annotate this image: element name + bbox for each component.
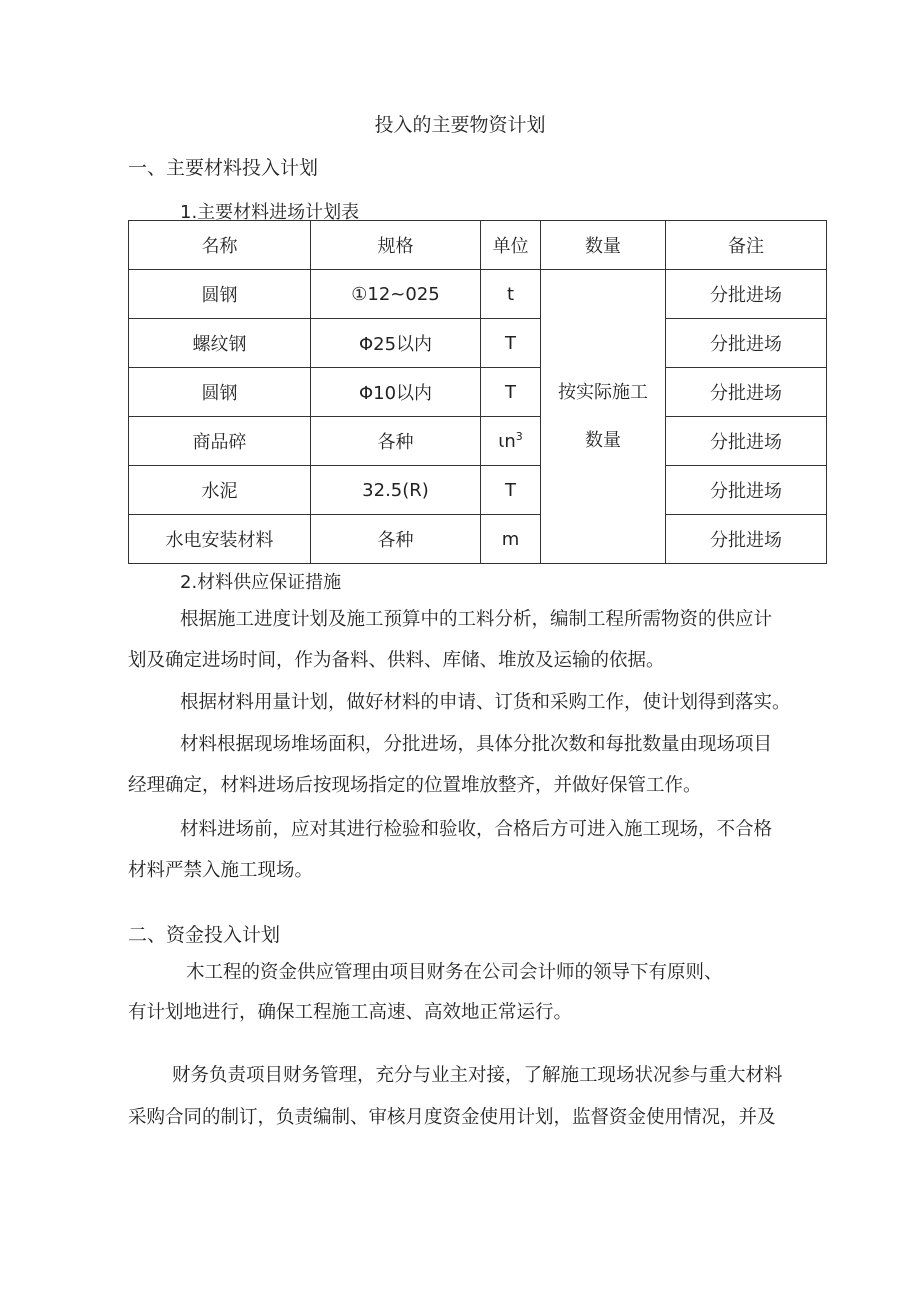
cell-spec: 各种 xyxy=(311,417,481,466)
paragraph-line: 采购合同的制订，负责编制、审核月度资金使用计划，监督资金使用情况，并及 xyxy=(128,1107,776,1128)
table-row xyxy=(129,368,827,417)
paragraph-line: 材料进场前，应对其进行检验和验收，合格后方可进入施工现场，不合格 xyxy=(180,819,773,840)
materials-plan-table xyxy=(128,220,827,564)
unit-text: ιn xyxy=(498,431,516,452)
paragraph-line: 有计划地进行，确保工程施工高速、高效地正常运行。 xyxy=(128,1002,573,1023)
cell-spec: ①12~025 xyxy=(311,270,481,319)
table-row xyxy=(129,515,827,564)
cell-name: 圆钢 xyxy=(129,368,311,417)
cell-name: 水电安装材料 xyxy=(129,515,311,564)
table-row xyxy=(129,270,827,319)
quantity-line-1: 按实际施工 xyxy=(558,381,648,403)
cell-unit: t xyxy=(481,270,541,319)
header-name: 名称 xyxy=(129,221,311,270)
document-title: 投入的主要物资计划 xyxy=(374,114,546,136)
cell-note: 分批进场 xyxy=(666,417,827,466)
section-1-heading: 一、主要材料投入计划 xyxy=(128,157,319,179)
cell-spec: Φ25以内 xyxy=(311,319,481,368)
cell-name: 圆钢 xyxy=(129,270,311,319)
paragraph-line: 财务负责项目财务管理，充分与业主对接，了解施工现场状况参与重大材料 xyxy=(172,1065,783,1086)
cell-note: 分批进场 xyxy=(666,270,827,319)
table-row xyxy=(129,319,827,368)
paragraph-line: 材料根据现场堆场面积，分批进场，具体分批次数和每批数量由现场项目 xyxy=(180,734,773,755)
table-row xyxy=(129,466,827,515)
cell-unit: T xyxy=(481,368,541,417)
cell-note: 分批进场 xyxy=(666,466,827,515)
paragraph-line: 木工程的资金供应管理由项目财务在公司会计师的领导下有原则、 xyxy=(186,962,723,983)
cell-unit: T xyxy=(481,319,541,368)
cell-note: 分批进场 xyxy=(666,319,827,368)
cell-quantity-merged xyxy=(541,270,666,564)
table-row xyxy=(129,417,827,466)
cell-spec: 各种 xyxy=(311,515,481,564)
measures-subheading: 2.材料供应保证措施 xyxy=(180,572,342,593)
unit-superscript: 3 xyxy=(515,430,523,443)
cell-unit xyxy=(481,417,541,466)
header-note: 备注 xyxy=(666,221,827,270)
cell-name: 螺纹钢 xyxy=(129,319,311,368)
cell-name: 水泥 xyxy=(129,466,311,515)
header-spec: 规格 xyxy=(311,221,481,270)
table-header-row xyxy=(129,221,827,270)
paragraph-line: 材料严禁入施工现场。 xyxy=(128,860,314,881)
cell-spec: 32.5(R) xyxy=(311,466,481,515)
cell-name: 商品碎 xyxy=(129,417,311,466)
paragraph-line: 根据施工进度计划及施工预算中的工料分析，编制工程所需物资的供应计 xyxy=(180,609,773,630)
cell-unit: T xyxy=(481,466,541,515)
cell-spec: Φ10以内 xyxy=(311,368,481,417)
table-caption: 1.主要材料进场计划表 xyxy=(180,202,360,223)
quantity-line-2: 数量 xyxy=(585,429,621,451)
header-unit: 单位 xyxy=(481,221,541,270)
cell-note: 分批进场 xyxy=(666,515,827,564)
paragraph-line: 划及确定进场时间，作为备料、供料、库储、堆放及运输的依据。 xyxy=(128,650,665,671)
section-2-heading: 二、资金投入计划 xyxy=(128,924,281,946)
cell-unit: m xyxy=(481,515,541,564)
header-quantity: 数量 xyxy=(541,221,666,270)
cell-note: 分批进场 xyxy=(666,368,827,417)
paragraph-line: 经理确定，材料进场后按现场指定的位置堆放整齐，并做好保管工作。 xyxy=(128,775,702,796)
paragraph-line: 根据材料用量计划，做好材料的申请、订货和采购工作，使计划得到落实。 xyxy=(180,692,791,713)
